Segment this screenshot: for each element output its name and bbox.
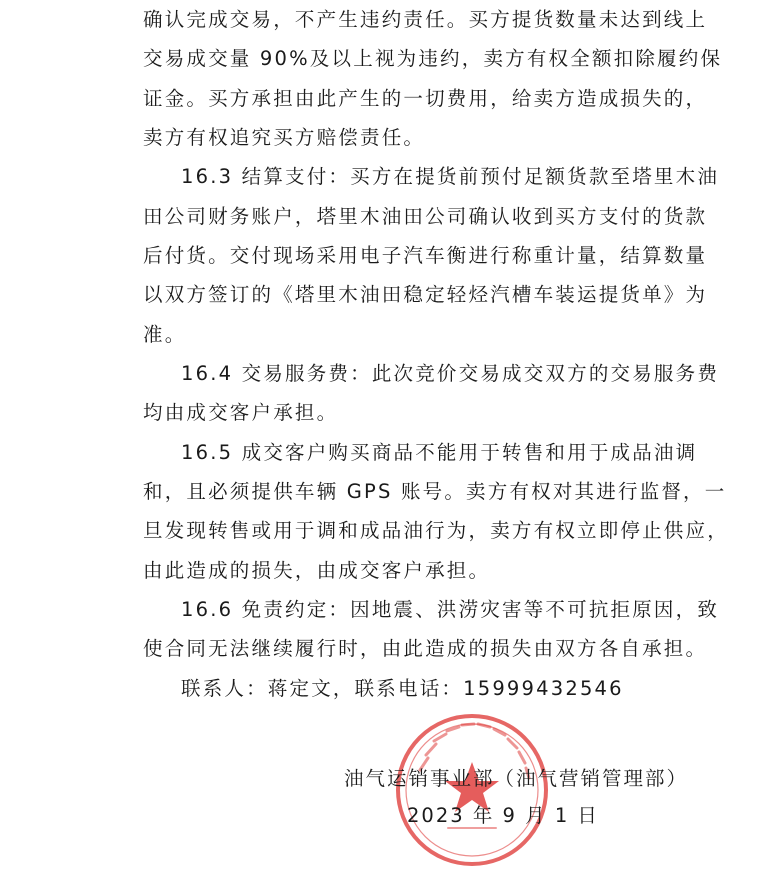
issuing-department: 油气运销事业部（油气营销管理部） <box>344 767 689 790</box>
body-line-1: 确认完成交易，不产生违约责任。买方提货数量未达到线上 <box>143 8 708 31</box>
body-line-3: 证金。买方承担由此产生的一切费用，给卖方造成损失的， <box>143 87 708 110</box>
body-line-4: 卖方有权追究买方赔偿责任。 <box>143 126 426 149</box>
body-line-9: 准。 <box>143 323 187 346</box>
body-line-13: 和，且必须提供车辆 GPS 账号。卖方有权对其进行监督，一 <box>143 480 727 503</box>
contact-line: 联系人：蒋定文，联系电话：15999432546 <box>181 677 624 700</box>
body-line-17: 使合同无法继续履行时，由此造成的损失由双方各自承担。 <box>143 637 708 660</box>
body-line-2: 交易成交量 90%及以上视为违约，卖方有权全额扣除履约保 <box>143 47 723 70</box>
clause-16-3-heading: 16.3 结算支付：买方在提货前预付足额货款至塔里木油 <box>181 165 720 188</box>
body-line-11: 均由成交客户承担。 <box>143 401 339 424</box>
body-line-7: 后付货。交付现场采用电子汽车衡进行称重计量，结算数量 <box>143 244 708 267</box>
clause-16-4-heading: 16.4 交易服务费：此次竞价交易成交双方的交易服务费 <box>181 362 720 385</box>
body-line-15: 由此造成的损失，由成交客户承担。 <box>143 559 491 582</box>
body-line-14: 旦发现转售或用于调和成品油行为，卖方有权立即停止供应， <box>143 519 729 542</box>
clause-16-5-heading: 16.5 成交客户购买商品不能用于转售和用于成品油调 <box>181 441 698 464</box>
body-line-6: 田公司财务账户，塔里木油田公司确认收到买方支付的货款 <box>143 205 708 228</box>
body-line-8: 以双方签订的《塔里木油田稳定轻烃汽槽车装运提货单》为 <box>143 283 708 306</box>
clause-16-6-heading: 16.6 免责约定：因地震、洪涝灾害等不可抗拒原因，致 <box>181 598 720 621</box>
issue-date: 2023 年 9 月 1 日 <box>407 804 599 827</box>
